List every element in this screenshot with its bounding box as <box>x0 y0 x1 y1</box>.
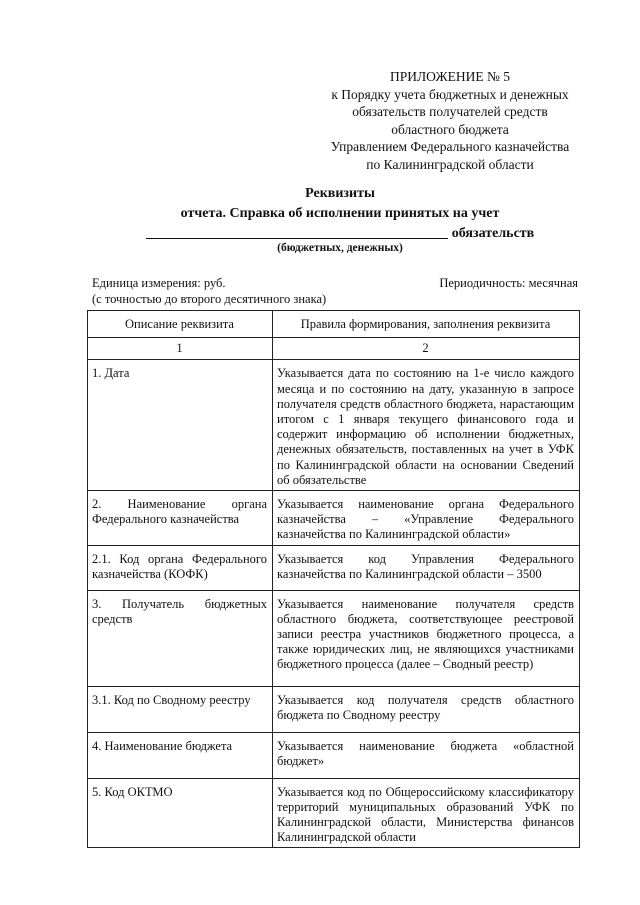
table-row <box>88 686 580 732</box>
requisite-name: 3.1. Код по Сводному реестру <box>88 686 273 732</box>
unit-label: Единица измерения: руб. <box>92 276 226 290</box>
appendix-line: по Калининградской области <box>366 156 534 172</box>
unit-of-measure <box>92 275 326 307</box>
doc-subtitle-note: (бюджетных, денежных) <box>277 242 403 254</box>
periodicity: Периодичность: месячная <box>439 276 578 290</box>
fill-in-blank <box>146 224 448 239</box>
requisite-name: 1. Дата <box>88 360 273 491</box>
doc-title: Реквизиты <box>305 186 375 201</box>
requisite-rule: Указывается наименование органа Федерального казначейства – «Управление Федерального казначейства по Калининградской области» <box>273 491 580 546</box>
table-row <box>88 732 580 778</box>
doc-subtitle-blank-line <box>60 224 620 242</box>
requisite-rule: Указывается код по Общероссийскому классификатору территорий муниципальных образований УФК по Калининградской области, Министерства финансов Калининградской области <box>273 778 580 848</box>
requisite-rule: Указывается наименование получателя средств областного бюджета, соответствующее реестровой записи реестра участников бюджетного процесса, а также юридических лиц, не являющихся участниками бюджетного процесса (далее – Сводный реестр) <box>273 590 580 686</box>
requisites-table <box>87 310 580 848</box>
table-header-row <box>88 311 580 338</box>
precision-note: (с точностью до второго десятичного знака) <box>92 292 327 306</box>
table-row <box>88 590 580 686</box>
column-number: 2 <box>273 338 580 360</box>
table-row <box>88 491 580 546</box>
appendix-line: Управлением Федерального казначейства <box>330 139 570 155</box>
appendix-header <box>310 68 590 174</box>
column-header: Правила формирования, заполнения реквизита <box>273 311 580 338</box>
table-row <box>88 545 580 590</box>
requisite-name: 4. Наименование бюджета <box>88 732 273 778</box>
table-row <box>88 778 580 848</box>
appendix-line: ПРИЛОЖЕНИЕ № 5 <box>389 69 511 84</box>
obligations-word: обязательств <box>451 226 535 241</box>
requisite-rule: Указывается код получателя средств областного бюджета по Сводному реестру <box>273 686 580 732</box>
requisite-name: 5. Код ОКТМО <box>88 778 273 848</box>
table-row <box>88 360 580 491</box>
appendix-line: к Порядку учета бюджетных и денежных <box>331 86 569 102</box>
appendix-line: обязательств получателей средств <box>352 104 548 120</box>
column-header: Описание реквизита <box>88 311 273 338</box>
appendix-line: областного бюджета <box>391 121 509 137</box>
doc-subtitle: отчета. Справка об исполнении принятых на учет <box>180 206 500 221</box>
column-number-row <box>88 338 580 360</box>
requisite-name: 3. Получатель бюджетных средств <box>88 590 273 686</box>
requisite-name: 2.1. Код органа Федерального казначейства (КОФК) <box>88 545 273 590</box>
requisite-rule: Указывается дата по состоянию на 1-е число каждого месяца и по состоянию на дату, указанную в запросе получателя средств областного бюджета, нарастающим итогом с 1 января текущего финансового года и содержит информацию об исполнении бюджетных, денежных обязательств, поставленных на учет в УФК по Калининградской области на основании Сведений об обязательстве <box>273 360 580 491</box>
column-number: 1 <box>88 338 273 360</box>
requisite-rule: Указывается наименование бюджета «областной бюджет» <box>273 732 580 778</box>
requisite-name: 2. Наименование органа Федерального казначейства <box>88 491 273 546</box>
requisite-rule: Указывается код Управления Федерального казначейства по Калининградской области – 3500 <box>273 545 580 590</box>
